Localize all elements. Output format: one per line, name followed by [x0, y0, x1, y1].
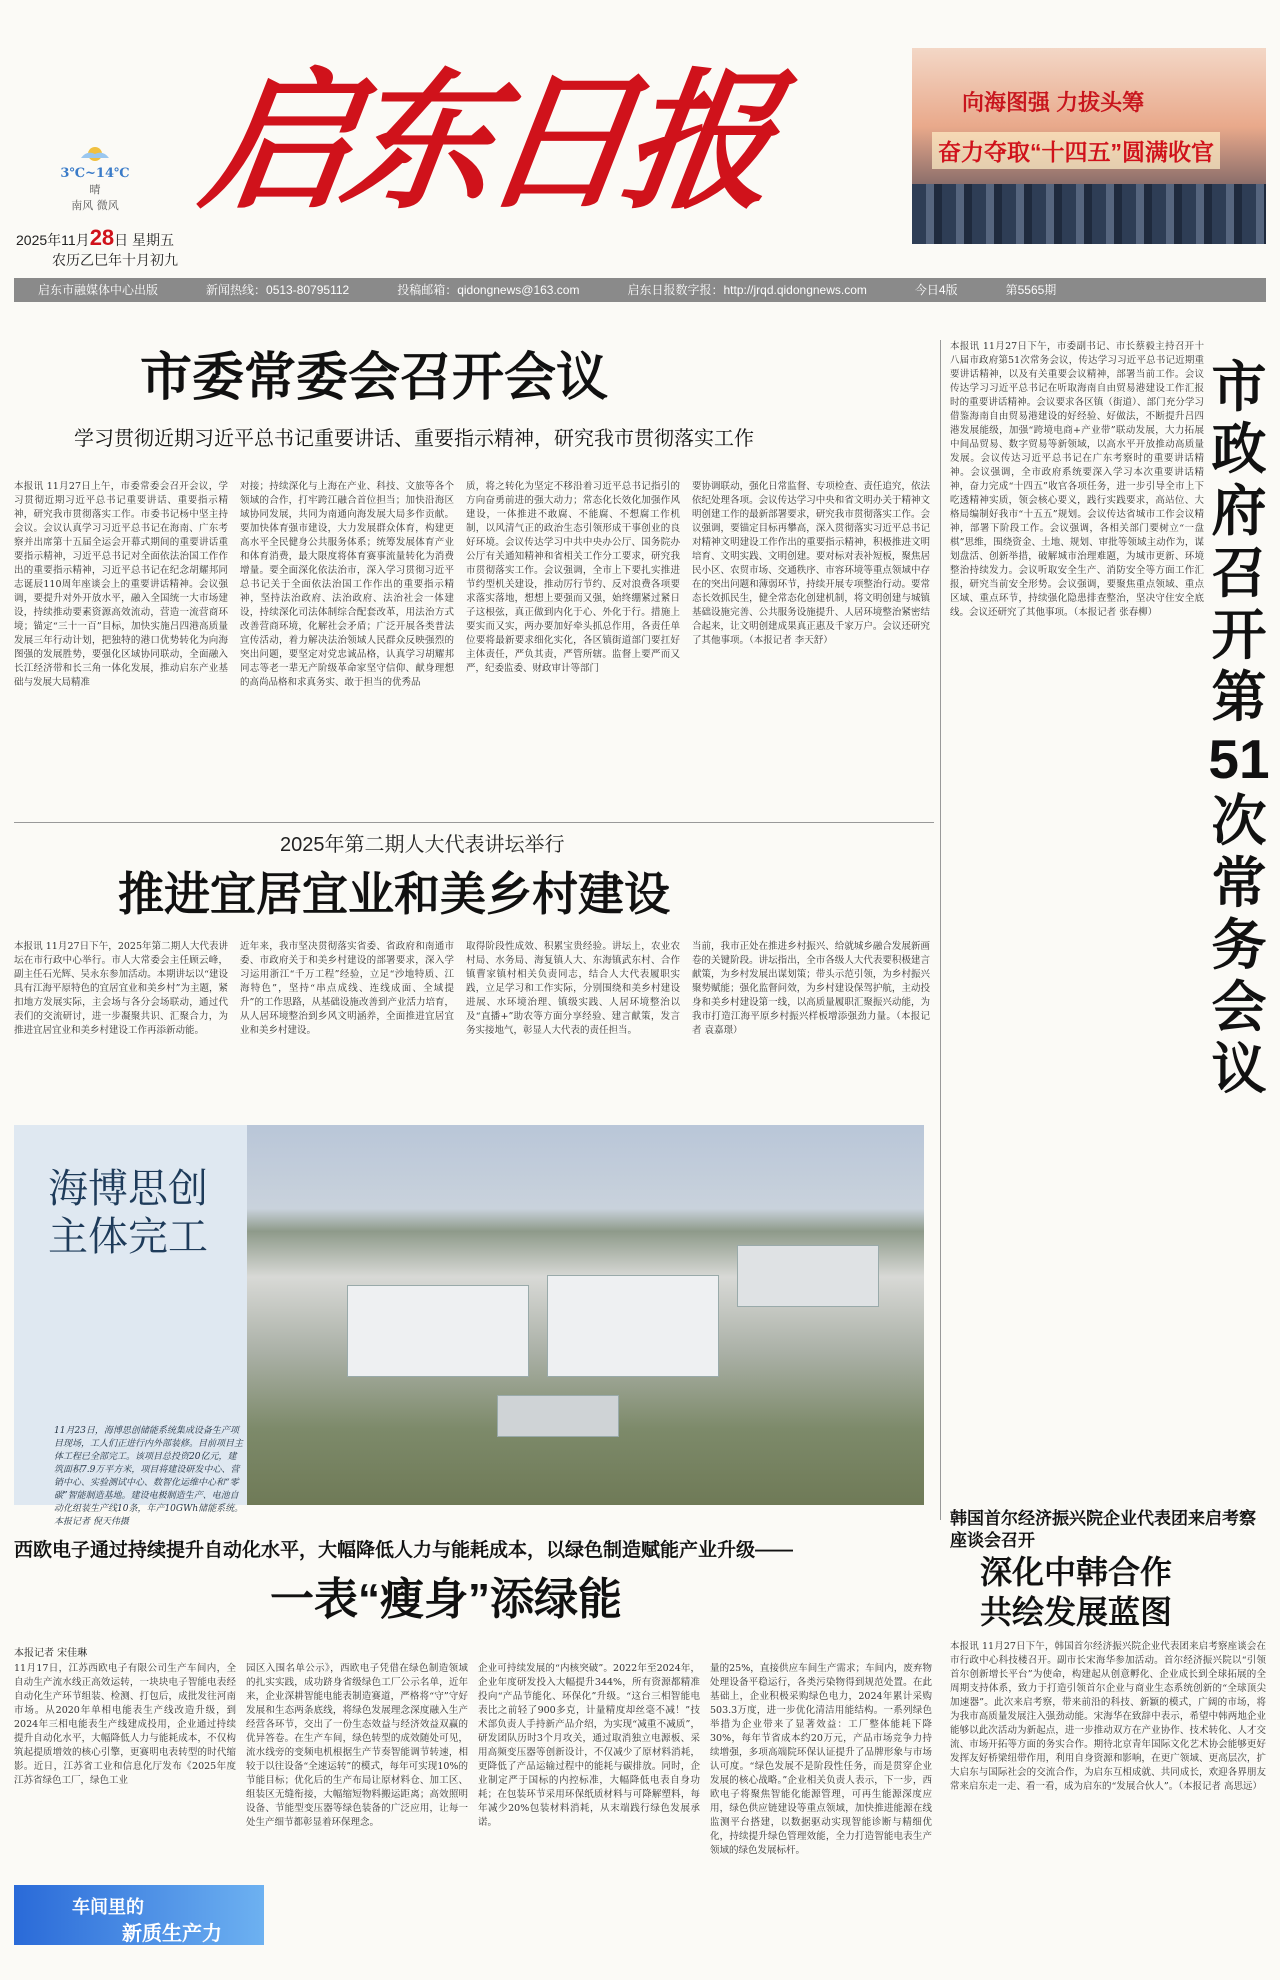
- right-vertical-headline: 市政府召开第51次常务会议: [1208, 356, 1270, 1100]
- korea-article-text: 本报讯 11月27日下午，韩国首尔经济振兴院企业代表团来启考察座谈会在市行政中心科技楼召开。副市长宋海华参加活动。首尔经济振兴院以“引领首尔创新增长平台”为使命，构建起从创意孵化、企业成长到全球拓展的全周期支持体系，致力于打造引领首尔企业与商业生态系统创新的“全球顶尖加速器”。此次来启考察，带来前沿的科技、新颖的模式，广阔的市场，将为我市高质量发展注入强劲动能。宋海华在致辞中表示，希望中韩两地企业能够以此次活动为新起点，进一步推动双方在产业协作、技术转化、人才交流、市场开拓等方面的务实合作。期待北京青年国际文化艺术协会能够更好发挥友好桥梁纽带作用，利用自身资源和影响，在更广领域、更高层次，扩大启东与国际社会的交流合作，为启东互相成就、共同成长，欢迎各界朋友常来启东走一走、看一看，成为启东的“发展合伙人”。（本报记者 高思远）: [950, 1641, 1266, 1792]
- korea-headline-line-1: 深化中韩合作: [980, 1554, 1173, 1590]
- green-col-2: 园区入围名单公示》，西欧电子凭借在绿色制造领域的扎实实践，成功跻身省级绿色工厂公示名单，近年来，企业深耕智能电能表制造赛道，严格将“守”守好发展和生态两条底线，将绿色发展理念深度融入生产经营各环节，交出了一份生态效益与经济效益双赢的优异答卷。在生产车间，绿色转型的成效随处可见，流水线旁的变频电机根据生产节奏智能调节转速，相较于以往设备“全速运转”的模式，每年可实现10%的节能目标；优化后的生产布局让原材料仓、加工区、组装区无缝衔接，大幅缩短物料搬运距离；高效照明设备、节能型变压器等绿色装备的广泛应用，让每一处生产细节都彰显着环保理念。: [246, 1663, 468, 1828]
- korea-headline-line-2: 共绘发展蓝图: [980, 1594, 1173, 1630]
- photo-caption: 11月23日，海博思创储能系统集成设备生产项目现场，工人们正进行内外部装修。目前项目主体工程已全部完工。该项目总投资20亿元，建筑面积7.9万平方米，项目将建设研发中心、营销中心、实验测试中心、数智化运维中心和“零碳”智能制造基地。建设电极制造生产、电池自动化组装生产线10条，年产10GWh储能系统。本报记者 倪天伟摄: [54, 1426, 244, 1527]
- weather-block: [40, 140, 150, 214]
- digital-edition-link[interactable]: 启东日报数字报：http://jrqd.qidongnews.com: [627, 283, 867, 297]
- column-divider: [940, 340, 941, 1520]
- photo-title-line-2: 主体完工: [48, 1215, 208, 1259]
- banner-line-2: 奋力夺取“十四五”圆满收官: [932, 132, 1220, 169]
- npc-col-3: 取得阶段性成效、积累宝贵经验。讲坛上，农业农村局、水务局、海复镇人大、东海镇武东村、合作镇曹家镇村相关负责同志，结合人大代表履职实践，立足学习和工作实际，分别围绕和美乡村建设进展、水环境治理、镇级实践、人居环境整治以及“直播+”助农等方面分享经验、建言献策，发言务实接地气，彰显人大代表的责任担当。: [466, 941, 680, 1036]
- lead-col-4: 要协调联动，强化日常监督、专项检查、责任追究，依法依纪处理各项。会议传达学习中央和省文明办关于精神文明创建工作的最新部署要求，研究我市贯彻落实工作。会议强调，要锚定目标再攀高，深入贯彻落实习近平总书记对精神文明建设工作作出的重要指示精神，积极推进文明培育、文明实践、文明创建。要对标对表补短板，聚焦居民小区、农贸市场、交通秩序、市容环境等重点领域中存在的突出问题和薄弱环节，持续开展专项整治行动。要常态长效抓民生，健全常态化创建机制，将文明创建与城镇基础设施完善、公共服务设施提升、人居环境整治紧密结合起来，让文明创建成果真正惠及千家万户。会议还研究了其他事项。（本报记者 李天舒）: [692, 481, 930, 646]
- publisher: 启东市融媒体中心出版: [38, 283, 159, 297]
- korea-kicker: 韩国首尔经济振兴院企业代表团来启考察座谈会召开: [950, 1509, 1256, 1550]
- newspaper-masthead: 启东日报: [192, 54, 778, 230]
- photo-title: [48, 1165, 208, 1261]
- lead-subheadline: 学习贯彻近期习近平总书记重要讲话、重要指示精神，研究我市贯彻落实工作: [74, 428, 754, 450]
- npc-col-2: 近年来，我市坚决贯彻落实省委、省政府和南通市委、市政府关于和美乡村建设的部署要求，深入学习运用浙江“千万工程”经验，立足“沙地特质、江海特色”，坚持“串点成线、连线成面、全域提升”的工作思路，从基础设施改善到产业活力培育，从人居环境整治到乡风文明涵养，全面推进宜居宜业和美乡村建设。: [240, 941, 454, 1036]
- date-suffix: 日 星期五: [114, 232, 175, 248]
- column-tag-line-2: 新质生产力: [122, 1923, 222, 1945]
- weather-temp: 3℃~14℃: [60, 166, 130, 181]
- lead-col-2: 对接；持续深化与上海在产业、科技、文旅等各个领域的合作，打牢跨江融合首位担当；加快沿海区域协同发展，共同为南通向海发展大局多作贡献。要加快体育强市建设，大力发展群众体育，构建更高水平全民健身公共服务体系；统筹发展体育产业和体育消费，最大限度将体育赛事流量转化为消费增量。要全面深化依法治市，深入学习贯彻习近平总书记关于全面依法治国工作作出的重要指示精神，坚持法治政府、法治政府、法治社会一体建设，持续深化司法体制综合配套改革，用法治方式改善营商环境，化解社会矛盾；广泛开展各类普法宣传活动，着力解决法治领域人民群众反映强烈的突出问题，要坚定对党忠诚品格，认真学习胡耀邦同志等老一辈无产阶级革命家坚守信仰、献身理想的高尚品格和求真务实、敢于担当的优秀品: [240, 481, 454, 688]
- info-bar: [14, 278, 1266, 302]
- column-tag: [14, 1885, 264, 1945]
- green-byline: 本报记者 宋佳琳: [14, 1648, 88, 1659]
- npc-col-4: 当前，我市正处在推进乡村振兴、给就城乡融合发展新画卷的关键阶段。讲坛指出，全市各级人大代表要积极建言献策，为乡村发展出谋划策；带头示范引领，为乡村振兴聚势赋能；强化监督问效，为乡村建设保驾护航，主动投身和美乡村建设第一线，以高质量履职汇聚振兴动能，为我市打造江海平原乡村振兴样板增添强劲力量。（本报记者 袁嘉璟）: [692, 941, 930, 1036]
- email: 投稿邮箱：qidongnews@163.com: [397, 283, 580, 297]
- lunar-date: 农历乙巳年十月初九: [52, 252, 178, 268]
- korea-headline: [980, 1552, 1172, 1632]
- issue-number: 第5565期: [1005, 283, 1057, 297]
- green-col-1: 11月17日，江苏西欧电子有限公司生产车间内，全自动生产流水线正高效运转，一块块电子智能电表经自动化生产环节组装、检测、打包后，成批发往河南市场。从2020年单相电能表生产线改造升级，到2024年三相电能表生产线建成投用，企业通过持续提升自动化水平，大幅降低人力与能耗成本，不仅构筑起提质增效的核心引擎，更赛明电表转型的时代缩影。近日，江苏省工业和信息化厅发布《2025年度江苏省绿色工厂，绿色工业: [14, 1663, 236, 1786]
- photo-caption-box: [14, 1125, 247, 1527]
- hotline: 新闻热线：0513-80795112: [206, 283, 350, 297]
- green-kicker: 西欧电子通过持续提升自动化水平，大幅降低人力与能耗成本，以绿色制造赋能产业升级——: [14, 1540, 794, 1561]
- right-article-text: 本报讯 11月27日下午，市委副书记、市长蔡毅主持召开十八届市政府第51次常务会议，传达学习习近平总书记近期重要讲话精神，以及有关重要会议精神，部署当前工作。会议传达学习习近平总书记在听取海南自由贸易港建设工作汇报时的重要讲话精神。会议要求各区镇（街道）、部门充分学习借鉴海南自由贸易港建设的好经验、好做法，不断提升吕四港发展能级，加强“跨境电商+产业带”联动发展，大力拓展中间品贸易、数字贸易等新领域，以高水平开放推动高质量发展。会议传达习近平总书记在广东考察时的重要讲话精神。会议强调，全市政府系统要深入学习本次重要讲话精神，奋力完成“十四五”收官各项任务，进一步引导全市上下吃透精神实质，领会核心要义，践行实践要求，高站位、大格局编制好我市“十五五”规划。会议传达省城市工作会议精神，部署下阶段工作。会议强调，各相关部门要树立“一盘棋”思维，围绕资金、土地、规划、审批等领域主动作为，谋划盘活、创新举措，破解城市治理难题，为城市更新、环境整治持续发力。会议听取安全生产、消防安全等方面工作汇报，研究当前安全形势。会议强调，要聚焦重点领域、重点区域、重点环节，持续强化隐患排查整治，坚决守住安全底线。会议还研究了其他事项。（本报记者 张春柳）: [950, 341, 1204, 618]
- npc-col-1: 本报讯 11月27日下午，2025年第二期人大代表讲坛在市行政中心举行。市人大常委会主任顾云峰，副主任石光辉、吴永东参加活动。本期讲坛以“建设具有江海平原特色的宜居宜业和美乡村”为主题，紧扣地方发展实际，主会场与各分会场联动，通过代表们的交流研讨，进一步凝聚共识、汇聚合力，为推进宜居宜业和美乡村建设工作再添新动能。: [14, 941, 228, 1036]
- lead-col-1: 本报讯 11月27日上午，市委常委会召开会议，学习贯彻近期习近平总书记重要讲话、重要指示精神，研究我市贯彻落实工作。市委书记杨中坚主持会议。会议认真学习习近平总书记在海南、广东考察并出席第十五届全运会开幕式期间的重要讲话重要指示精神，习近平总书记对全面依法治国工作作出的重要指示精神，习近平总书记在纪念胡耀邦同志诞辰110周年座谈会上的重要讲话精神。会议强调，要提升对外开放水平，融入全国统一大市场建设，持续推动要素资源高效流动，营造一流营商环境；锚定“三十一百”目标，加快实施吕四港高质量发展三年行动计划，把独特的港口优势转化为向海图强的发展胜势，要强化区域协同联动，全面融入长江经济带和长三角一体化发展，推动启东产业基础与发展大局精准: [14, 481, 228, 688]
- factory-aerial-photo: [247, 1125, 924, 1505]
- green-col-3: 企业可持续发展的“内核突破”。2022年至2024年，企业年度研发投入大幅提升344%，所有资源都精准投向“产品节能化、环保化”升级。“这台三相智能电表比之前轻了900多克，计量精度却丝毫不减！”技术部负责人手持新产品介绍，为实现“减重不减质”，研发团队历时3个月攻关，通过取消独立电源板、采用高频变压器等创新设计，不仅减少了原材料消耗，更降低了产品运输过程中的能耗与碳排放。同时，企业制定严于国标的内控标准，大幅降低电表自身功耗；在包装环节采用环保纸质材料与可降解塑料，每年减少20%包装材料消耗，从末端践行绿色发展承诺。: [478, 1663, 700, 1828]
- sun-icon: [75, 140, 115, 164]
- slogan-banner: [912, 48, 1266, 244]
- lead-col-3: 质，将之转化为坚定不移沿着习近平总书记指引的方向奋勇前进的强大动力；常态化长效化加强作风建设，一体推进不敢腐、不能腐、不想腐工作机制，以风清气正的政治生态引领形成干事创业的良好环境。会议传达学习中共中央办公厅、国务院办公厅有关通知精神和省相关工作分工要求，研究我市贯彻落实工作。会议强调，全市上下要扎实推进节约型机关建设，推动厉行节约、反对浪费各项要求落实落地，想想上要强而又强，始终绷紧过紧日子这根弦，真正做到内化于心、外化于行。措施上要实而又实，两办要加好牵头抓总作用，各责任单位要将最新要求细化实化，各区镇街道部门要扛好主体责任，严负其责，严管所辖。监督上要严而又严，纪委监委、财政审计等部门: [466, 481, 680, 674]
- npc-kicker: 2025年第二期人大代表讲坛举行: [280, 834, 565, 856]
- column-tag-line-1: 车间里的: [72, 1897, 144, 1917]
- weather-sky: 晴: [89, 183, 101, 196]
- green-headline: 一表“瘦身”添绿能: [270, 1575, 622, 1624]
- city-skyline-image: [912, 184, 1266, 244]
- green-col-4: 量的25%，直接供应车间生产需求；车间内，废弃物处理设备平稳运行，各类污染物得到规范处置。在此基础上，企业积极采购绿色电力，2024年累计采购503.3万度，进一步优化清洁用能结构。一系列绿色举措为企业带来了显著效益：工厂整体能耗下降30%，每年节省成本约20万元，产品市场竞争力持续增强，多项高端院环保认证提升了品牌形象与市场认可度。“绿色发展不是阶段性任务，而是贯穿企业发展的核心战略。”企业相关负责人表示，下一步，西欧电子将聚焦智能化能源管理，可再生能源深度应用，绿色供应链建设等重点领域，加快推进能源在线监测平台搭建，以数据驱动实现智能诊断与精细优化，持续提升绿色管理效能，全力打造智能电表生产领域的绿色发展标杆。: [710, 1663, 932, 1856]
- issue-date: [16, 225, 178, 270]
- page-count: 今日4版: [914, 283, 958, 297]
- banner-line-1: 向海图强 力拔头筹: [962, 90, 1145, 115]
- section-divider: [14, 822, 934, 823]
- weather-wind: 南风 微风: [71, 199, 119, 212]
- date-day: 28: [89, 225, 115, 250]
- npc-headline: 推进宜居宜业和美乡村建设: [118, 868, 670, 920]
- photo-title-line-1: 海博思创: [48, 1167, 208, 1211]
- lead-headline: 市委常委会召开会议: [140, 349, 609, 407]
- date-prefix: 2025年11月: [16, 232, 90, 248]
